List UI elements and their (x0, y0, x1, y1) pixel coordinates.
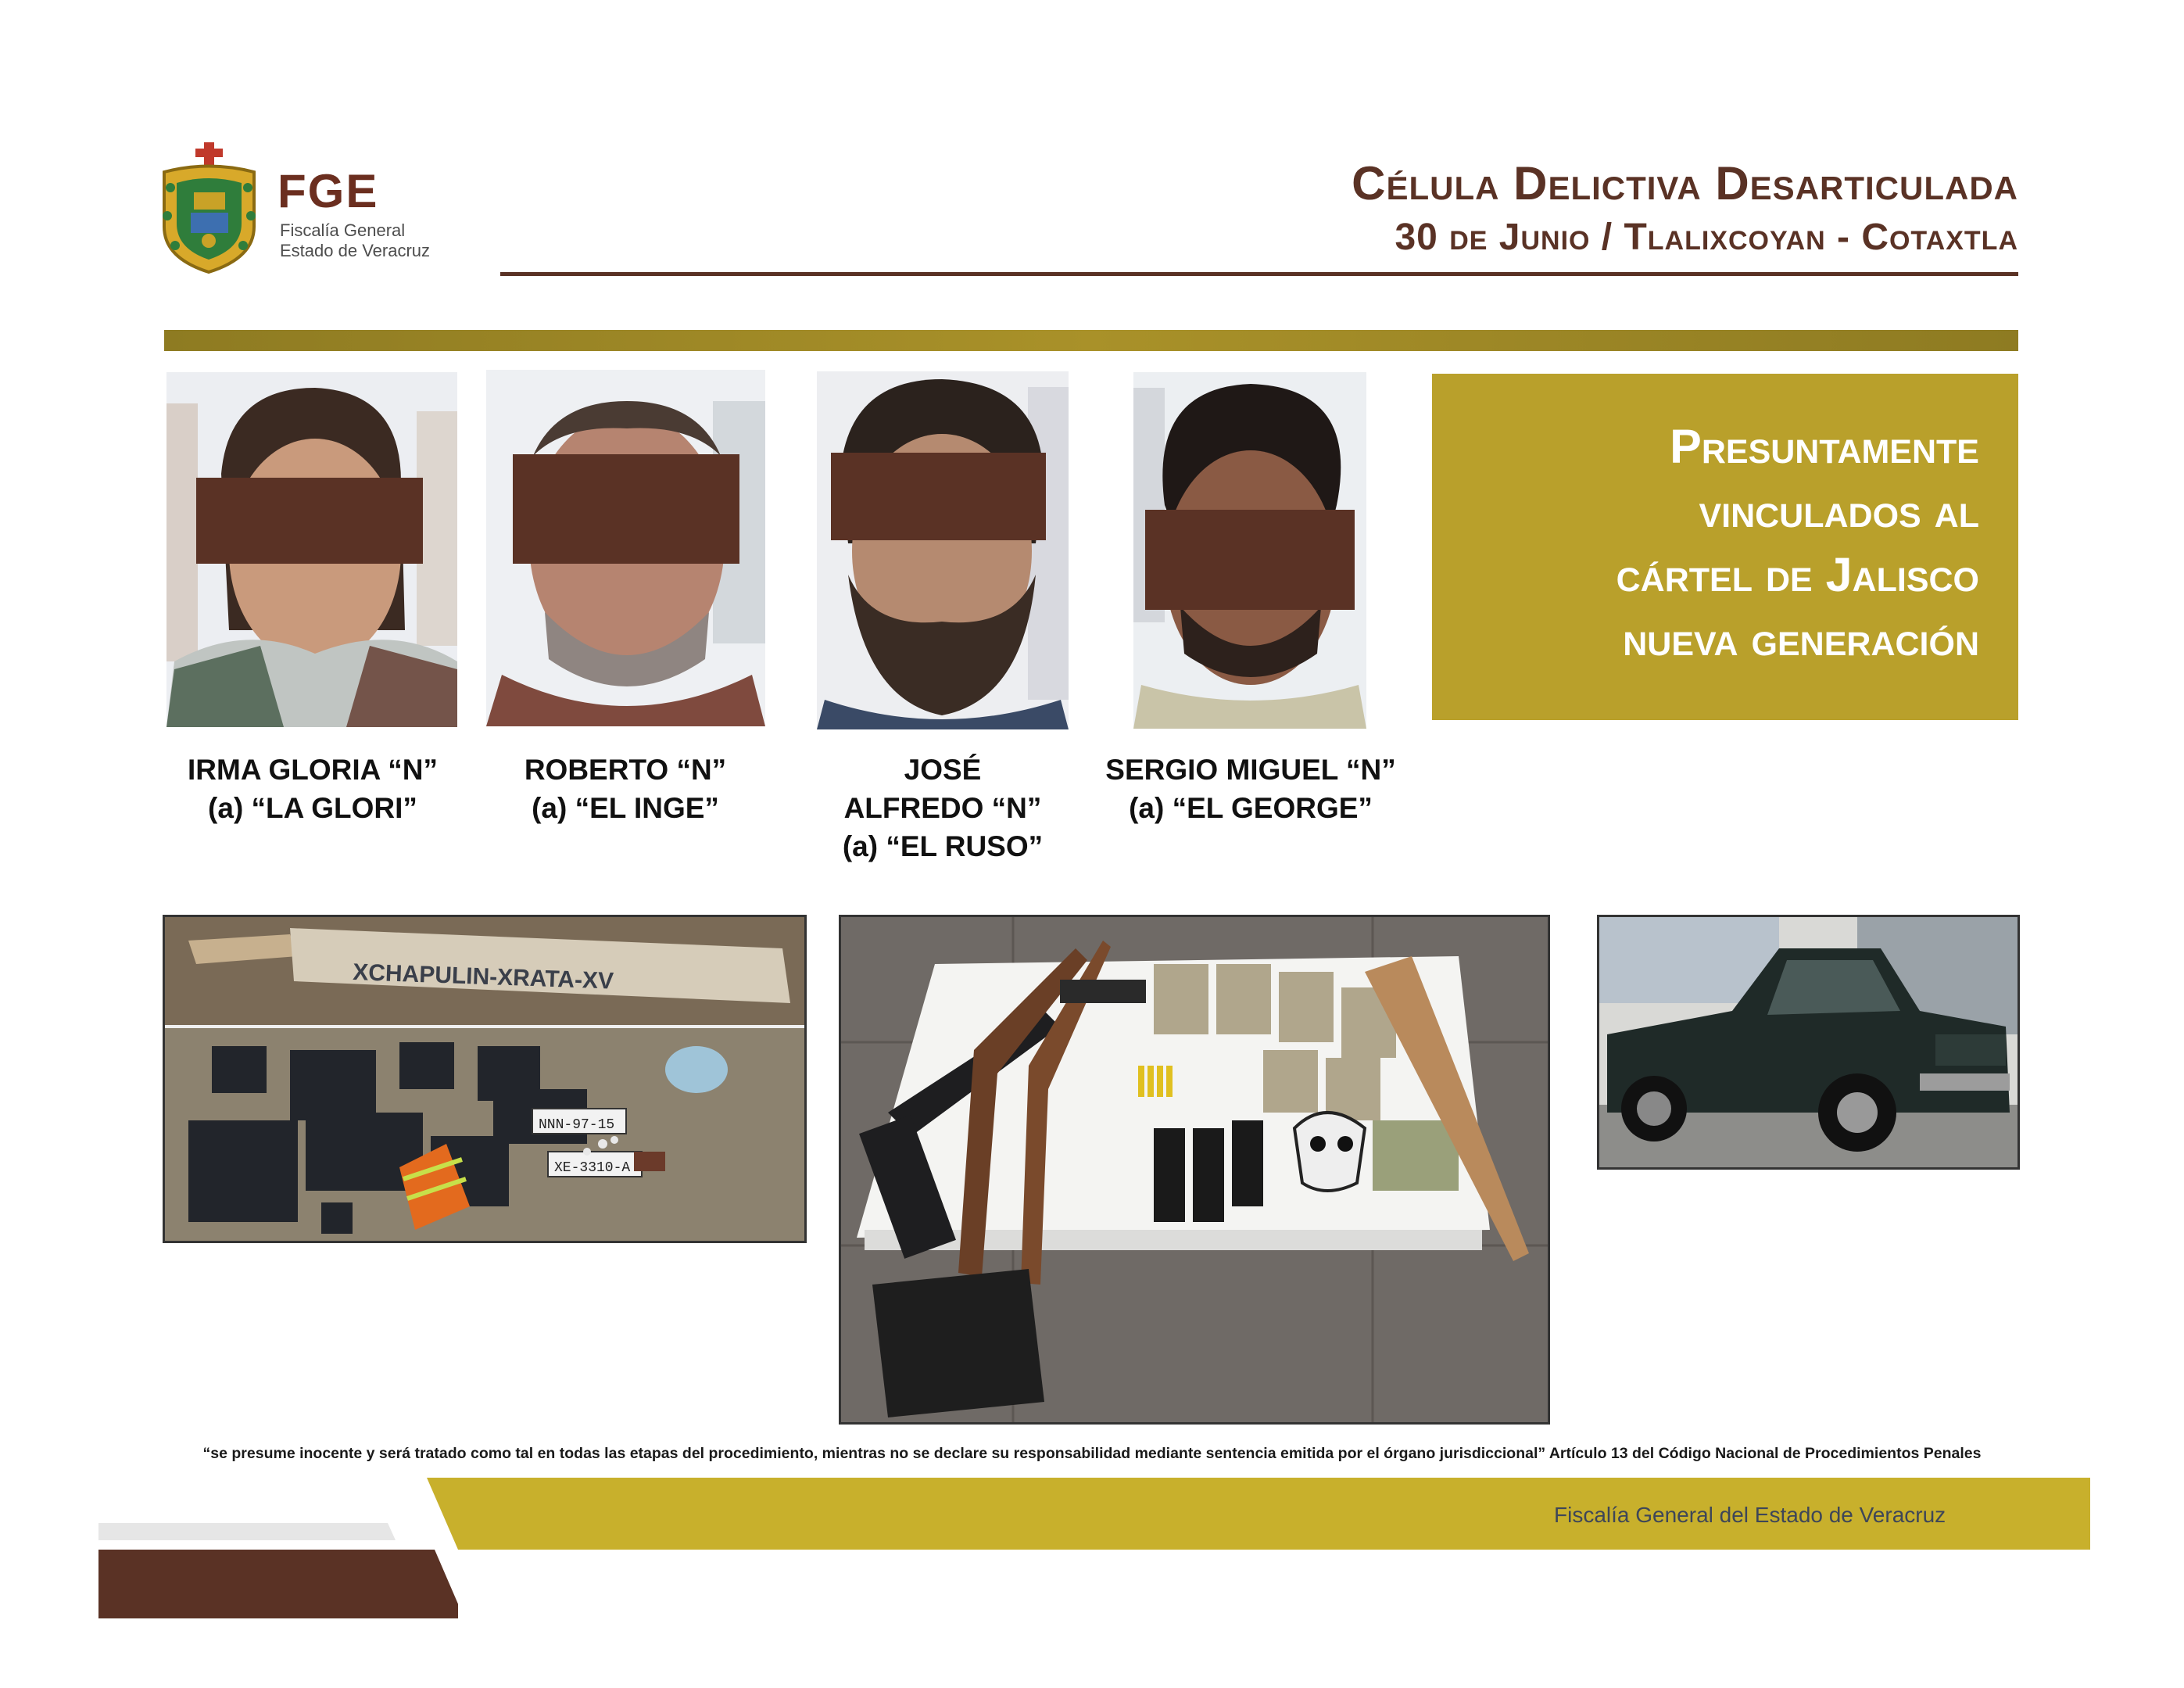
logo-line-2: Estado de Veracruz (280, 241, 431, 260)
license-plate-2: XE-3310-A (554, 1160, 631, 1176)
title-divider (500, 272, 2018, 276)
suspect-photo-3 (817, 371, 1069, 729)
suspect-4-alias: (a) “EL GEORGE” (1129, 792, 1373, 824)
suspect-4-name: SERGIO MIGUEL “N” (1105, 754, 1396, 786)
cartel-link-line-2: vinculados al (1699, 484, 1979, 537)
footer-institution-name: Fiscalía General del Estado de Veracruz (1554, 1503, 1946, 1527)
veracruz-coat-of-arms-icon (156, 141, 262, 274)
license-plate-1: NNN-97-15 (539, 1117, 615, 1133)
logo-abbreviation: FGE (277, 165, 379, 217)
suspect-name-4 (1079, 751, 1423, 827)
suspect-photo-1 (166, 372, 457, 727)
suspect-1-alias: (a) “LA GLORI” (208, 792, 417, 824)
cartel-link-line-3: cártel de Jalisco (1616, 548, 1979, 601)
cartel-link-line-4: nueva generación (1623, 612, 1979, 665)
header-gold-bar (164, 330, 2018, 351)
suspect-name-2 (453, 751, 797, 827)
presumption-of-innocence-disclaimer: “se presume inocente y será tratado como tal en todas las etapas del procedimiento, mientras no se declare su responsabilidad mediante sentencia emitida por el órgano jurisdiccional” Artículo 13 del Código Nacional de Procedimientos Penales (202, 1445, 1982, 1462)
suspect-2-alias: (a) “EL INGE” (532, 792, 719, 824)
paddle-inscription: XCHAPULIN-XRATA-XV (352, 959, 614, 995)
footer-stripes (98, 1478, 458, 1618)
evidence-photo-weapons (839, 915, 1550, 1425)
suspect-3-alias: (a) “EL RUSO” (842, 830, 1044, 862)
suspect-photo-4 (1133, 372, 1366, 729)
suspect-1-name: IRMA GLORIA “N” (188, 754, 438, 786)
suspect-name-1 (141, 751, 485, 827)
suspect-3-name-line-2: ALFREDO “N” (843, 792, 1042, 824)
logo-line-1: Fiscalía General (280, 220, 406, 240)
cartel-link-box (1432, 374, 2018, 720)
page-subtitle: 30 de Junio / Tlalixcoyan - Cotaxtla (1395, 217, 2018, 258)
suspect-2-name: ROBERTO “N” (524, 754, 727, 786)
suspect-photo-2 (486, 370, 765, 726)
cartel-link-line-1: Presuntamente (1670, 420, 1979, 473)
suspect-name-3 (771, 751, 1115, 866)
page-title: Célula Delictiva Desarticulada (1352, 157, 2018, 210)
cartel-link-text (1448, 414, 1979, 671)
suspect-3-name-line-1: JOSÉ (904, 754, 982, 786)
evidence-photo-gear (163, 915, 807, 1243)
fge-logo (156, 141, 461, 281)
evidence-photo-truck (1597, 915, 2020, 1170)
